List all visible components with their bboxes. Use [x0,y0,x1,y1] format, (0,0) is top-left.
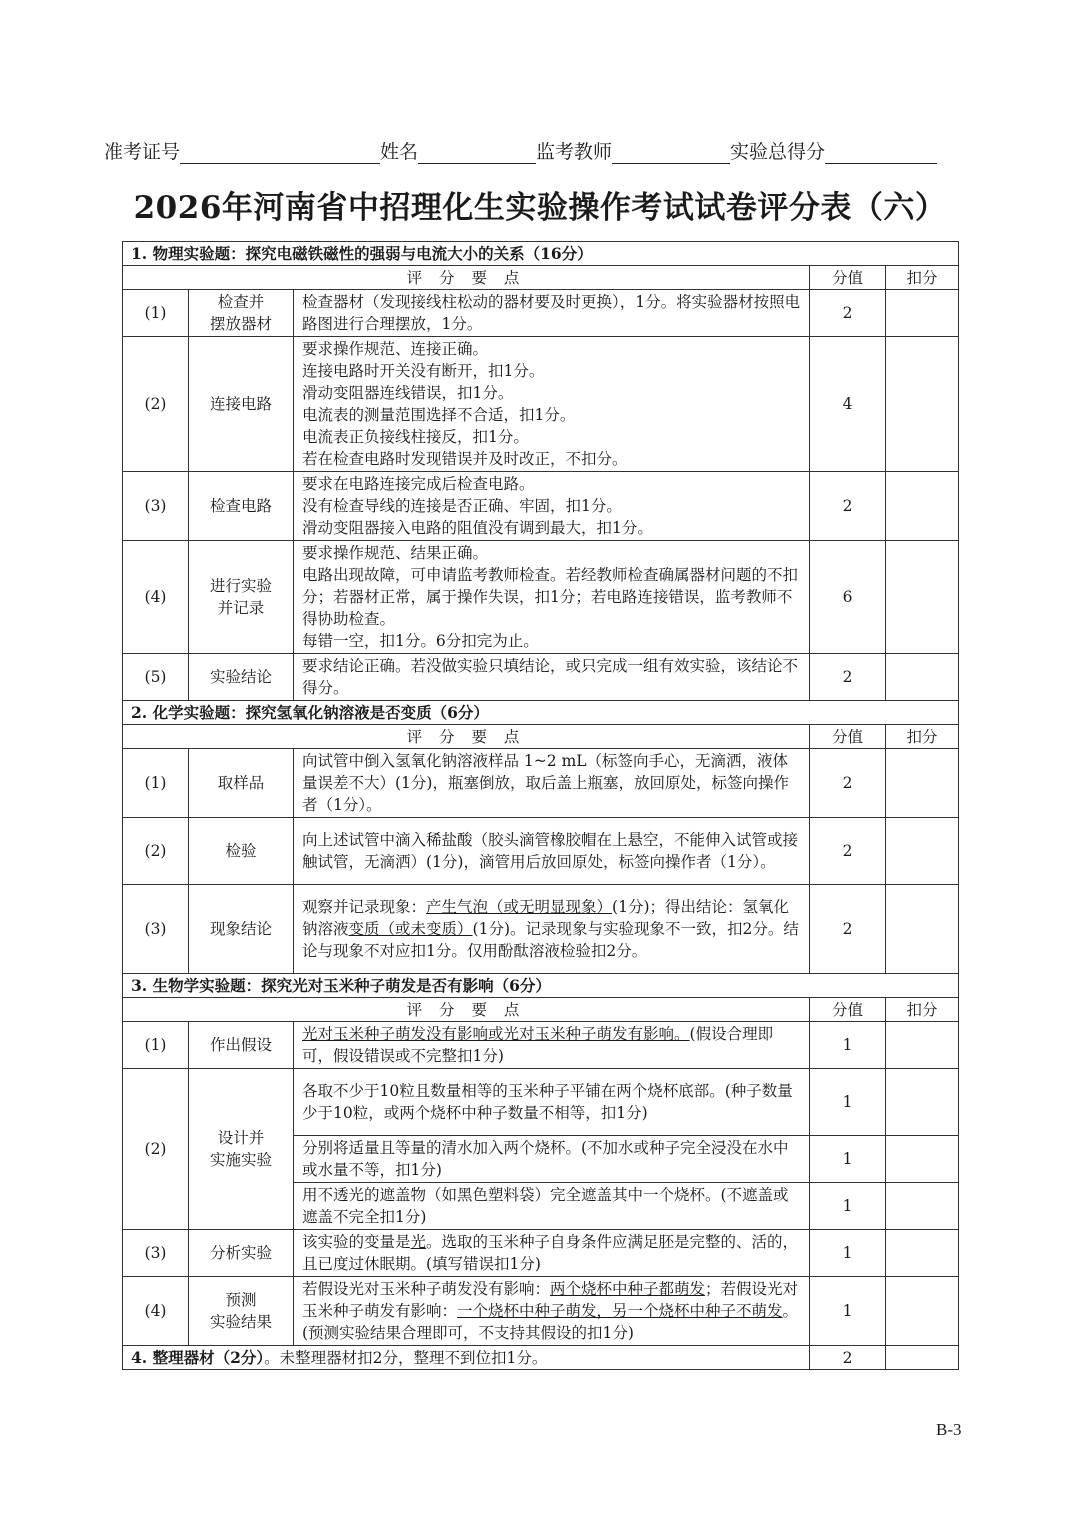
deduct-cell[interactable] [886,818,959,885]
desc-segment: 观察并记录现象： [302,898,427,916]
table-row [123,749,959,818]
desc-segment: (假设合理即可，假设错误或不完整扣1分) [302,1025,774,1065]
table-row [123,818,959,885]
item-number: (4) [123,541,189,654]
item-name: 实验结论 [189,654,294,701]
cleanup-points: 2 [810,1346,886,1370]
item-points: 1 [810,1183,886,1230]
item-number: (3) [123,885,189,974]
item-points: 2 [810,472,886,541]
desc-segment: 两个烧杯中种子都萌发 [550,1280,706,1298]
student-name-label: 姓名 [380,141,419,163]
item-description: 向试管中倒入氢氧化钠溶液样品 1~2 mL（标签向手心，无滴洒，液体量误差不大）(1分)，瓶塞倒放，取后盖上瓶塞，放回原处，标签向操作者（1分）。 [294,749,810,818]
item-points: 1 [810,1136,886,1183]
item-name: 连接电路 [189,337,294,472]
deduct-cell[interactable] [886,337,959,472]
table-header-row [123,725,959,749]
cleanup-label: 4. 整理器材（2分） [131,1347,265,1367]
item-points: 6 [810,541,886,654]
item-name: 检查电路 [189,472,294,541]
item-description: 要求在电路连接完成后检查电路。 没有检查导线的连接是否正确、牢固，扣1分。 滑动变阻器接入电路的阻值没有调到最大，扣1分。 [294,472,810,541]
table-row [123,654,959,701]
proctor-label: 监考教师 [536,141,613,163]
section-row [123,974,959,998]
table-row [123,1277,959,1346]
desc-segment: (1分)；得出结论：氢氧化钠溶液 [302,898,789,938]
deduct-cell[interactable] [886,1183,959,1230]
table-header-row [123,998,959,1022]
section-row [123,242,959,266]
desc-segment: 光对玉米种子萌发没有影响或光对玉米种子萌发有影响。 [302,1025,690,1043]
desc-segment: 光 [410,1233,427,1251]
item-description: 各取不少于10粒且数量相等的玉米种子平铺在两个烧杯底部。(种子数量少于10粒，或两个烧杯中种子数量不相等，扣1分) [294,1069,810,1136]
item-number: (5) [123,654,189,701]
total-score-field[interactable] [825,137,937,164]
table-row [123,337,959,472]
item-number: (3) [123,1230,189,1277]
item-description [294,1277,810,1346]
ticket-number-field[interactable] [180,137,380,164]
item-name: 现象结论 [189,885,294,974]
item-number: (2) [123,818,189,885]
item-number: (2) [123,1069,189,1230]
item-points: 2 [810,818,886,885]
desc-segment: 一个烧杯中种子萌发，另一个烧杯中种子不萌发 [457,1302,783,1320]
deduct-cell[interactable] [886,541,959,654]
deduct-cell[interactable] [886,1136,959,1183]
ticket-number-label: 准考证号 [104,141,181,163]
desc-segment: 产生气泡（或无明显现象） [426,898,613,916]
header-scoring-points: 评 分 要 点 [123,998,810,1022]
item-points: 2 [810,654,886,701]
item-name: 预测 实验结果 [189,1277,294,1346]
header-deduct: 扣分 [886,725,959,749]
item-points: 2 [810,749,886,818]
header-deduct: 扣分 [886,266,959,290]
item-number: (1) [123,1022,189,1069]
table-row [123,1022,959,1069]
cleanup-description [123,1346,810,1370]
table-row [123,1230,959,1277]
table-row [123,472,959,541]
desc-segment: 该实验的变量是 [302,1233,411,1251]
deduct-cell[interactable] [886,1069,959,1136]
desc-segment: (1分)。记录现象与实验现象不一致，扣2分。结论与现象不对应扣1分。仅用酚酞溶液检验扣2分。 [302,920,799,960]
deduct-cell[interactable] [886,472,959,541]
section-row [123,701,959,725]
desc-segment: 变质（或未变质） [348,920,473,938]
item-description: 检查器材（发现接线柱松动的器材要及时更换），1分。将实验器材按照电路图进行合理摆放，1分。 [294,290,810,337]
scoring-table [122,241,959,1370]
desc-segment: 。(预测实验结果合理即可，不支持其假设的扣1分) [302,1302,799,1342]
deduct-cell[interactable] [886,290,959,337]
item-description: 用不透光的遮盖物（如黑色塑料袋）完全遮盖其中一个烧杯。(不遮盖或遮盖不完全扣1分) [294,1183,810,1230]
item-points: 1 [810,1022,886,1069]
item-description: 要求操作规范、连接正确。 连接电路时开关没有断开，扣1分。 滑动变阻器连线错误，扣1分。 电流表的测量范围选择不合适，扣1分。 电流表正负接线柱接反，扣1分。 若在检查电路时发现错误并及时改正，不扣分。 [294,337,810,472]
page-number: B-3 [936,1420,962,1439]
cleanup-row [123,1346,959,1370]
exam-header-fields [104,130,980,164]
item-number: (1) [123,290,189,337]
item-points: 1 [810,1230,886,1277]
section-title: 1. 物理实验题：探究电磁铁磁性的强弱与电流大小的关系（16分） [123,242,959,266]
item-number: (1) [123,749,189,818]
header-value: 分值 [810,725,886,749]
header-value: 分值 [810,998,886,1022]
desc-segment: 。选取的玉米种子自身条件应满足胚是完整的、活的，且已度过休眠期。(填写错误扣1分) [302,1233,799,1273]
item-name: 分析实验 [189,1230,294,1277]
item-description: 要求结论正确。若没做实验只填结论，或只完成一组有效实验，该结论不得分。 [294,654,810,701]
table-row [123,290,959,337]
item-name: 进行实验 并记录 [189,541,294,654]
item-number: (2) [123,337,189,472]
table-header-row [123,266,959,290]
section-title: 2. 化学实验题：探究氢氧化钠溶液是否变质（6分） [123,701,959,725]
item-description [294,1022,810,1069]
item-description [294,885,810,974]
cleanup-text: 。未整理器材扣2分，整理不到位扣1分。 [264,1348,548,1367]
item-description: 分别将适量且等量的清水加入两个烧杯。(不加水或种子完全浸没在水中或水量不等，扣1分) [294,1136,810,1183]
table-row [123,1069,959,1136]
table-row [123,541,959,654]
item-description: 要求操作规范、结果正确。 电路出现故障，可申请监考教师检查。若经教师检查确属器材问题的不扣分；若器材正常，属于操作失误，扣1分；若电路连接错误，监考教师不得协助检查。 每错一空，扣1分。6分扣完为止。 [294,541,810,654]
header-scoring-points: 评 分 要 点 [123,266,810,290]
item-name: 作出假设 [189,1022,294,1069]
item-points: 4 [810,337,886,472]
proctor-field[interactable] [612,137,730,164]
desc-segment: 若假设光对玉米种子萌发没有影响： [302,1280,551,1298]
item-number: (3) [123,472,189,541]
deduct-cell[interactable] [886,1277,959,1346]
item-description: 向上述试管中滴入稀盐酸（胶头滴管橡胶帽在上悬空，不能伸入试管或接触试管，无滴洒）(1分)，滴管用后放回原处，标签向操作者（1分）。 [294,818,810,885]
desc-segment: ；若假设光对玉米种子萌发有影响： [302,1280,799,1320]
deduct-cell[interactable] [886,885,959,974]
page-title: 2026年河南省中招理化生实验操作考试试卷评分表（六） [133,190,947,226]
item-points: 1 [810,1069,886,1136]
table-row [123,885,959,974]
student-name-field[interactable] [418,137,536,164]
item-points: 2 [810,290,886,337]
item-points: 2 [810,885,886,974]
deduct-cell[interactable] [886,1346,959,1370]
header-scoring-points: 评 分 要 点 [123,725,810,749]
header-value: 分值 [810,266,886,290]
item-points: 1 [810,1277,886,1346]
item-number: (4) [123,1277,189,1346]
deduct-cell[interactable] [886,654,959,701]
item-name: 设计并 实施实验 [189,1069,294,1230]
item-description [294,1230,810,1277]
item-name: 取样品 [189,749,294,818]
deduct-cell[interactable] [886,749,959,818]
total-score-label: 实验总得分 [730,141,826,163]
deduct-cell[interactable] [886,1230,959,1277]
header-deduct: 扣分 [886,998,959,1022]
section-title: 3. 生物学实验题：探究光对玉米种子萌发是否有影响（6分） [123,974,959,998]
deduct-cell[interactable] [886,1022,959,1069]
item-name: 检验 [189,818,294,885]
item-name: 检查并 摆放器材 [189,290,294,337]
